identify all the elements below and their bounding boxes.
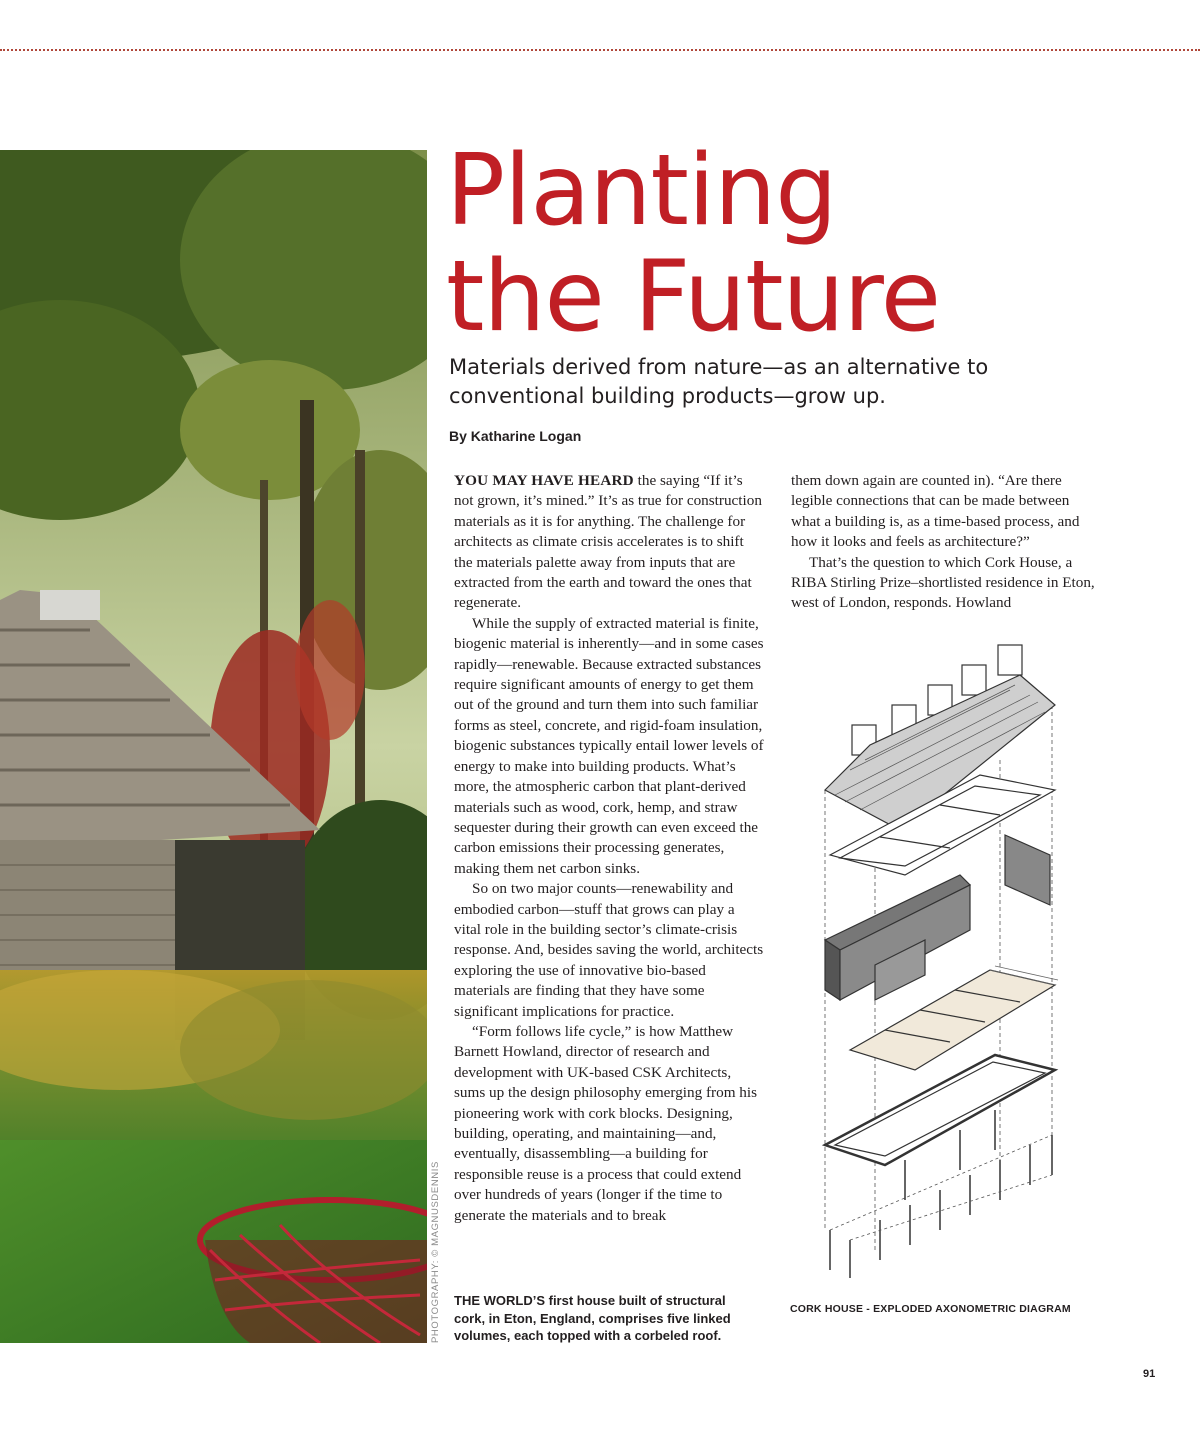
exploded-axonometric-diagram <box>790 630 1110 1280</box>
paragraph-2: While the supply of extracted material is finite, biogenic material is inherently—and in some cases rapidly—renewable. Because extracted substances require significant amounts of energy to get them out of the ground and turn them into such familiar forms as steel, concrete, and rigid-foam insulation, biogenic substances typically entail lower levels of energy to make into building products. What’s more, the atmospheric carbon that plant-derived materials such as wood, cork, hemp, and straw sequester during their growth can even exceed the carbon emissions their processing generates, making them net carbon sinks. <box>454 614 764 877</box>
page-number: 91 <box>1143 1368 1156 1380</box>
paragraph-4: “Form follows life cycle,” is how Matthew Barnett Howland, director of research and development with UK-based CSK Architects, sums up the design philosophy emerging from his pioneering work with cork blocks. Designing, building, operating, and maintaining—and, eventually, disassembling—a building for responsible reuse is a process that could extend over hundreds of years (longer if the time to generate the materials and to break <box>454 1022 758 1224</box>
paragraph-5: them down again are counted in). “Are there legible connections that can be made between what a building is, as a time-based process, and how it looks and feels as architecture?” <box>791 472 1080 551</box>
cork-house-photo <box>0 150 427 1343</box>
paragraph-lead-in: YOU MAY HAVE HEARD <box>454 472 634 489</box>
title-line-1: Planting <box>446 134 837 248</box>
paragraph-1-text: the saying “If it’s not grown, it’s mined.” It’s as true for construction materials as it is for anything. The challenge for architects as climate crisis accelerates is to shift the materials palette away from inputs that are extracted from the earth and toward the ones that regenerate. <box>454 472 762 612</box>
article-title <box>446 134 1186 354</box>
paragraph-6: That’s the question to which Cork House, a RIBA Stirling Prize–shortlisted residence in Eton, west of London, responds. Howland <box>791 553 1095 612</box>
photo-credit: PHOTOGRAPHY: © MAGNUSDENNIS <box>430 1161 441 1343</box>
body-column-2 <box>791 471 1101 614</box>
body-column-1 <box>454 471 764 1226</box>
caption-lead-in: THE WORLD’S <box>454 1293 545 1308</box>
subtitle-line-1: Materials derived from nature—as an alternative to <box>449 355 989 379</box>
article-subtitle <box>449 353 1169 411</box>
diagram-caption: CORK HOUSE - EXPLODED AXONOMETRIC DIAGRAM <box>790 1303 1071 1315</box>
title-line-2: the Future <box>446 240 941 354</box>
top-dotted-rule <box>0 49 1200 51</box>
subtitle-line-2: conventional building products—grow up. <box>449 384 886 408</box>
paragraph-3: So on two major counts—renewability and embodied carbon—stuff that grows can play a vital role in the building sector’s climate-crisis response. And, besides saving the world, architects exploring the use of innovative bio-based materials are finding that they have some significant implications for practice. <box>454 880 764 1020</box>
photo-caption <box>454 1292 754 1345</box>
byline: By Katharine Logan <box>449 428 582 444</box>
paragraph-1 <box>454 471 764 614</box>
caption-text: first house built of structural cork, in Eton, England, comprises five linked volumes, each topped with a corbeled roof. <box>454 1293 731 1343</box>
